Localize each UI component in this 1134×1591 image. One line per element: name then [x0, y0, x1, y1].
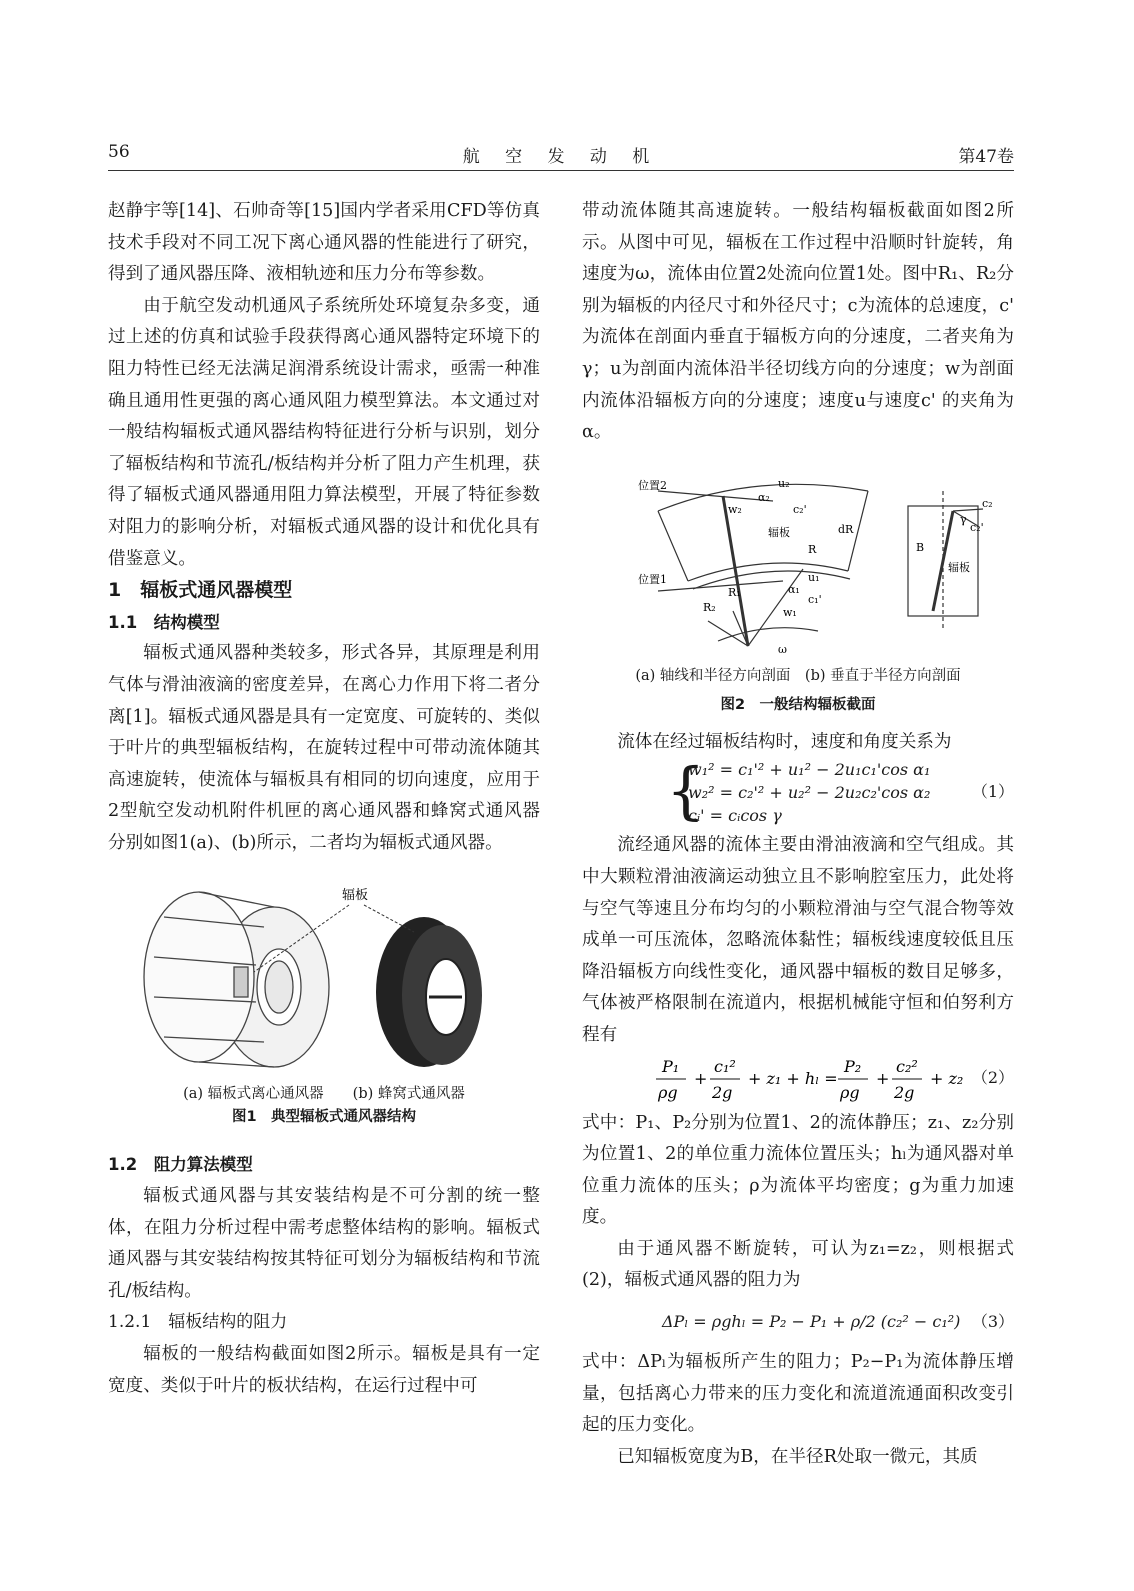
equation-2-number: （2） [971, 1067, 1014, 1087]
subsection-heading: 1.2 阻力算法模型 [108, 1155, 253, 1175]
section-heading: 1 辐板式通风器模型 [108, 579, 293, 602]
equation-3-number: （3） [971, 1312, 1014, 1332]
fig2-pos1: 位置1 [638, 572, 667, 586]
svg-text:c₂²: c₂² [896, 1056, 918, 1076]
figure-2-caption: 图2 一般结构辐板截面 [720, 696, 876, 713]
figure-1-subcaption: (a) 辐板式离心通风器 (b) 蜂窝式通风器 [183, 1086, 465, 1103]
svg-text:P₁: P₁ [662, 1056, 680, 1076]
equation-1: { w₁² = c₁'² + u₁² − 2u₁c₁'cos α₁ w₂² = c₂'² + u₂² − 2u₂c₂'cos α₂ cᵢ' = cᵢcos γ （1） [666, 754, 1014, 828]
svg-text:+ z₂: + z₂ [930, 1068, 964, 1088]
figure-1-illustration [124, 877, 524, 1077]
paragraph: 式中：P₁、P₂分别为位置1、2的流体静压；z₁、z₂分别为位置1、2的单位重力流体位置压头；hₗ为通风器对单位重力流体的压头；ρ为流体平均密度；g为重力加速度。 [582, 1112, 1014, 1228]
journal-name: 航 空 发 动 机 [462, 147, 660, 167]
equation-2 [582, 1052, 1014, 1108]
paragraph: 式中：ΔPₗ为辐板所产生的阻力；P₂−P₁为流体静压增量，包括离心力带来的压力变化和流道流通面积改变引起的压力变化。 [582, 1352, 1014, 1436]
page-number: 56 [108, 142, 130, 162]
fig2-omega: ω [778, 642, 787, 656]
fig2-R1: R₁ [728, 585, 741, 599]
equation-1-line: w₂² = c₂'² + u₂² − 2u₂c₂'cos α₂ [688, 783, 931, 803]
fig2-plate: 辐板 [768, 525, 790, 539]
fig2-a1: α₁ [788, 582, 800, 596]
right-column [582, 196, 1014, 1473]
fig2-w1: w₁ [783, 605, 797, 619]
running-header [108, 142, 1014, 166]
paragraph: 带动流体随其高速旋转。一般结构辐板截面如图2所示。从图中可见，辐板在工作过程中沿顺时针旋转，角速度为ω，流体由位置2处流向位置1处。图中R₁、R₂分别为辐板的内径尺寸和外径尺寸；c为流体的总速度，c' 为流体在剖面内垂直于辐板方向的分速度，二者夹角为γ；u为剖面内流体沿半径切线方向的分速度；w为剖面内流体沿辐板方向的分速度；速度u与速度c' 的夹角为α。 [582, 201, 1014, 443]
fig2-a2: α₂ [758, 490, 770, 504]
fig2-c1p: c₁' [808, 592, 822, 606]
fig2-plate-b: 辐板 [948, 560, 970, 574]
paragraph: 流体在经过辐板结构时，速度和角度关系为 [617, 731, 952, 752]
fig2-R2: R₂ [703, 600, 716, 614]
fig2-gamma: γ [960, 512, 967, 526]
paragraph: 辐板式通风器与其安装结构是不可分割的统一整体，在阻力分析过程中需考虑整体结构的影响。辐板式通风器与其安装结构按其特征可划分为辐板结构和节流孔/板结构。 [108, 1186, 540, 1301]
equation-1-number: （1） [971, 782, 1014, 802]
svg-text:+: + [876, 1068, 890, 1088]
subsection-heading: 1.1 结构模型 [108, 612, 220, 632]
volume-label: 第47卷 [958, 147, 1014, 167]
svg-text:2g: 2g [894, 1082, 915, 1102]
fig2-c2: c₂ [982, 496, 993, 510]
fig2-B: B [916, 540, 925, 554]
figure-1-caption: 图1 典型辐板式通风器结构 [231, 1109, 417, 1126]
svg-text:c₁²: c₁² [714, 1056, 736, 1076]
fig2-c2pp: c₂' [970, 520, 984, 534]
svg-text:+ z₁ + hₗ =: + z₁ + hₗ = [748, 1068, 838, 1088]
paragraph: 由于航空发动机通风子系统所处环境复杂多变，通过上述的仿真和试验手段获得离心通风器特定环境下的阻力特性已经无法满足润滑系统设计需求，亟需一种准确且通用性更强的离心通风阻力模型算法。本文通过对一般结构辐板式通风器结构特征进行分析与识别，划分了辐板结构和节流孔/板结构并分析了阻力产生机理，获得了辐板式通风器通用阻力算法模型，开展了特征参数对阻力的影响分析，对辐板式通风器的设计和优化具有借鉴意义。 [108, 295, 540, 569]
svg-text:2g: 2g [712, 1082, 733, 1102]
figure-1-label: 辐板 [342, 888, 369, 904]
fig2-u2: u₂ [778, 476, 790, 490]
fig2-w2: w₂ [728, 502, 742, 516]
fig2-R: R [808, 542, 817, 556]
paragraph: 辐板的一般结构截面如图2所示。辐板是具有一定宽度、类似于叶片的板状结构，在运行过程中可 [108, 1344, 540, 1396]
equation-3 [582, 1297, 1014, 1347]
equation-1-line: cᵢ' = cᵢcos γ [688, 806, 782, 826]
equation-3-body: ΔPₗ = ρghₗ = P₂ − P₁ + ρ/2 (c₂² − c₁²) [662, 1312, 961, 1332]
fig2-c2p: c₂' [793, 502, 807, 516]
left-column [108, 196, 540, 1402]
paragraph: 赵静宇等[14]、石帅奇等[15]国内学者采用CFD等仿真技术手段对不同工况下离心通风器的性能进行了研究，得到了通风器压降、液相轨迹和压力分布等参数。 [108, 201, 540, 285]
svg-text:P₂: P₂ [844, 1056, 862, 1076]
figure-2-subcaption: (a) 轴线和半径方向剖面 (b) 垂直于半径方向剖面 [635, 667, 961, 684]
header-rule [108, 170, 1014, 171]
paragraph: 辐板式通风器种类较多，形式各异，其原理是利用气体与滑油液滴的密度差异，在离心力作用下将二者分离[1]。辐板式通风器是具有一定宽度、可旋转的、类似于叶片的典型辐板结构，在旋转过程中可带动流体随其高速旋转，使流体与辐板具有相同的切向速度，应用于2型航空发动机附件机匣的离心通风器和蜂窝式通风器分别如图1(a)、(b)所示，二者均为辐板式通风器。 [108, 643, 540, 853]
fig2-u1: u₁ [808, 570, 820, 584]
paragraph: 由于通风器不断旋转，可认为z₁=z₂，则根据式(2)，辐板式通风器的阻力为 [582, 1238, 1014, 1291]
svg-text:ρg: ρg [840, 1082, 860, 1102]
subsubsection-heading: 1.2.1 辐板结构的阻力 [108, 1312, 288, 1333]
svg-text:+: + [694, 1068, 708, 1088]
figure-2-illustration [598, 471, 998, 661]
paragraph: 流经通风器的流体主要由滑油液滴和空气组成。其中大颗粒滑油液滴运动独立且不影响腔室压力，此处将与空气等速且分布均匀的小颗粒滑油与空气混合物等效成单一可压流体，忽略流体黏性；辐板线速度较低且压降沿辐板方向线性变化，通风器中辐板的数目足够多，气体被严格限制在流道内，根据机械能守恒和伯努利方程有 [582, 835, 1014, 1045]
fig2-pos2: 位置2 [638, 478, 667, 492]
fig2-dR: dR [838, 522, 854, 536]
svg-text:ρg: ρg [658, 1082, 678, 1102]
equation-1-line: w₁² = c₁'² + u₁² − 2u₁c₁'cos α₁ [688, 760, 931, 780]
paragraph: 已知辐板宽度为B，在半径R处取一微元，其质 [617, 1446, 978, 1467]
